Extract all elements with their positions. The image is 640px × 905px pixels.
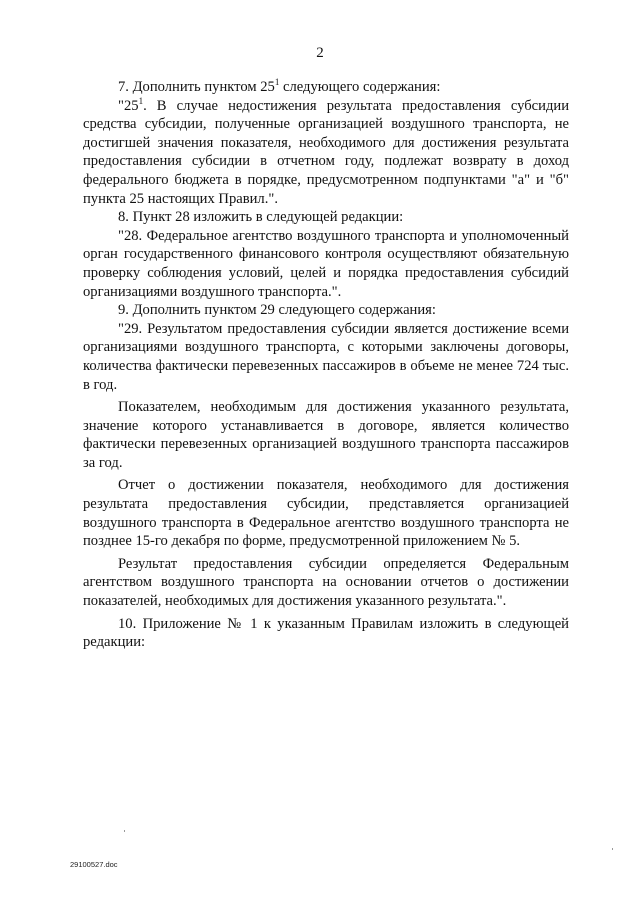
scan-speck	[124, 830, 125, 832]
document-file-id: 29100527.doc	[70, 860, 118, 869]
item-9: 9. Дополнить пунктом 29 следующего содержания:	[118, 302, 436, 319]
paragraph-25-1-number: "25	[118, 97, 139, 114]
paragraph-29: "29. Результатом предоставления субсидии является достижение всеми организациями воздушного транспорта, с которыми заключены договоры, количества фактически перевезенных пассажиров в объеме не менее 724 тыс. в год.	[83, 320, 569, 393]
paragraph-28: "28. Федеральное агентство воздушного транспорта и уполномоченный орган государственного финансового контроля осуществляют обязательную проверку соблюдения условий, целей и порядка предоставления субсидий организациями воздушного транспорта.".	[83, 227, 569, 300]
document-body	[83, 78, 569, 652]
page-number: 2	[316, 45, 324, 61]
paragraph-25-1	[83, 97, 569, 209]
paragraph-29-result: Результат предоставления субсидии определяется Федеральным агентством воздушного транспорта на основании отчетов о достижении показателей, необходимых для достижения указанного результата.".	[83, 555, 569, 610]
paragraph-29-report: Отчет о достижении показателя, необходимого для достижения результата предоставления субсидии, представляется организацией воздушного транспорта в Федеральное агентство воздушного транспорта не позднее 15-го декабря по форме, предусмотренной приложением № 5.	[83, 477, 569, 550]
paragraph-25-1-superscript: 1	[138, 95, 144, 106]
item-7	[83, 78, 569, 97]
item-8: 8. Пункт 28 изложить в следующей редакции:	[118, 209, 404, 226]
paragraph-29-indicator: Показателем, необходимым для достижения указанного результата, значение которого устанавливается в договоре, является количество фактически перевезенных организацией воздушного транспорта пассажиров за год.	[83, 399, 569, 471]
paragraph-25-1-text: . В случае недостижения результата предоставления субсидии средства субсидии, полученные организацией воздушного транспорта, не достигшей значения показателя, необходимого для достижения результата предоставления субсидии в отчетном году, подлежат возврату в доход федерального бюджета в порядке, предусмотренном подпунктами "а" и "б" пункта 25 настоящих Правил.".	[83, 97, 569, 207]
item-10: 10. Приложение № 1 к указанным Правилам изложить в следующей редакции:	[83, 615, 569, 651]
scan-speck	[612, 848, 613, 850]
item-7-superscript: 1	[274, 77, 280, 87]
item-7-tail: следующего содержания:	[279, 79, 441, 95]
item-7-text: 7. Дополнить пунктом 25	[118, 79, 275, 95]
